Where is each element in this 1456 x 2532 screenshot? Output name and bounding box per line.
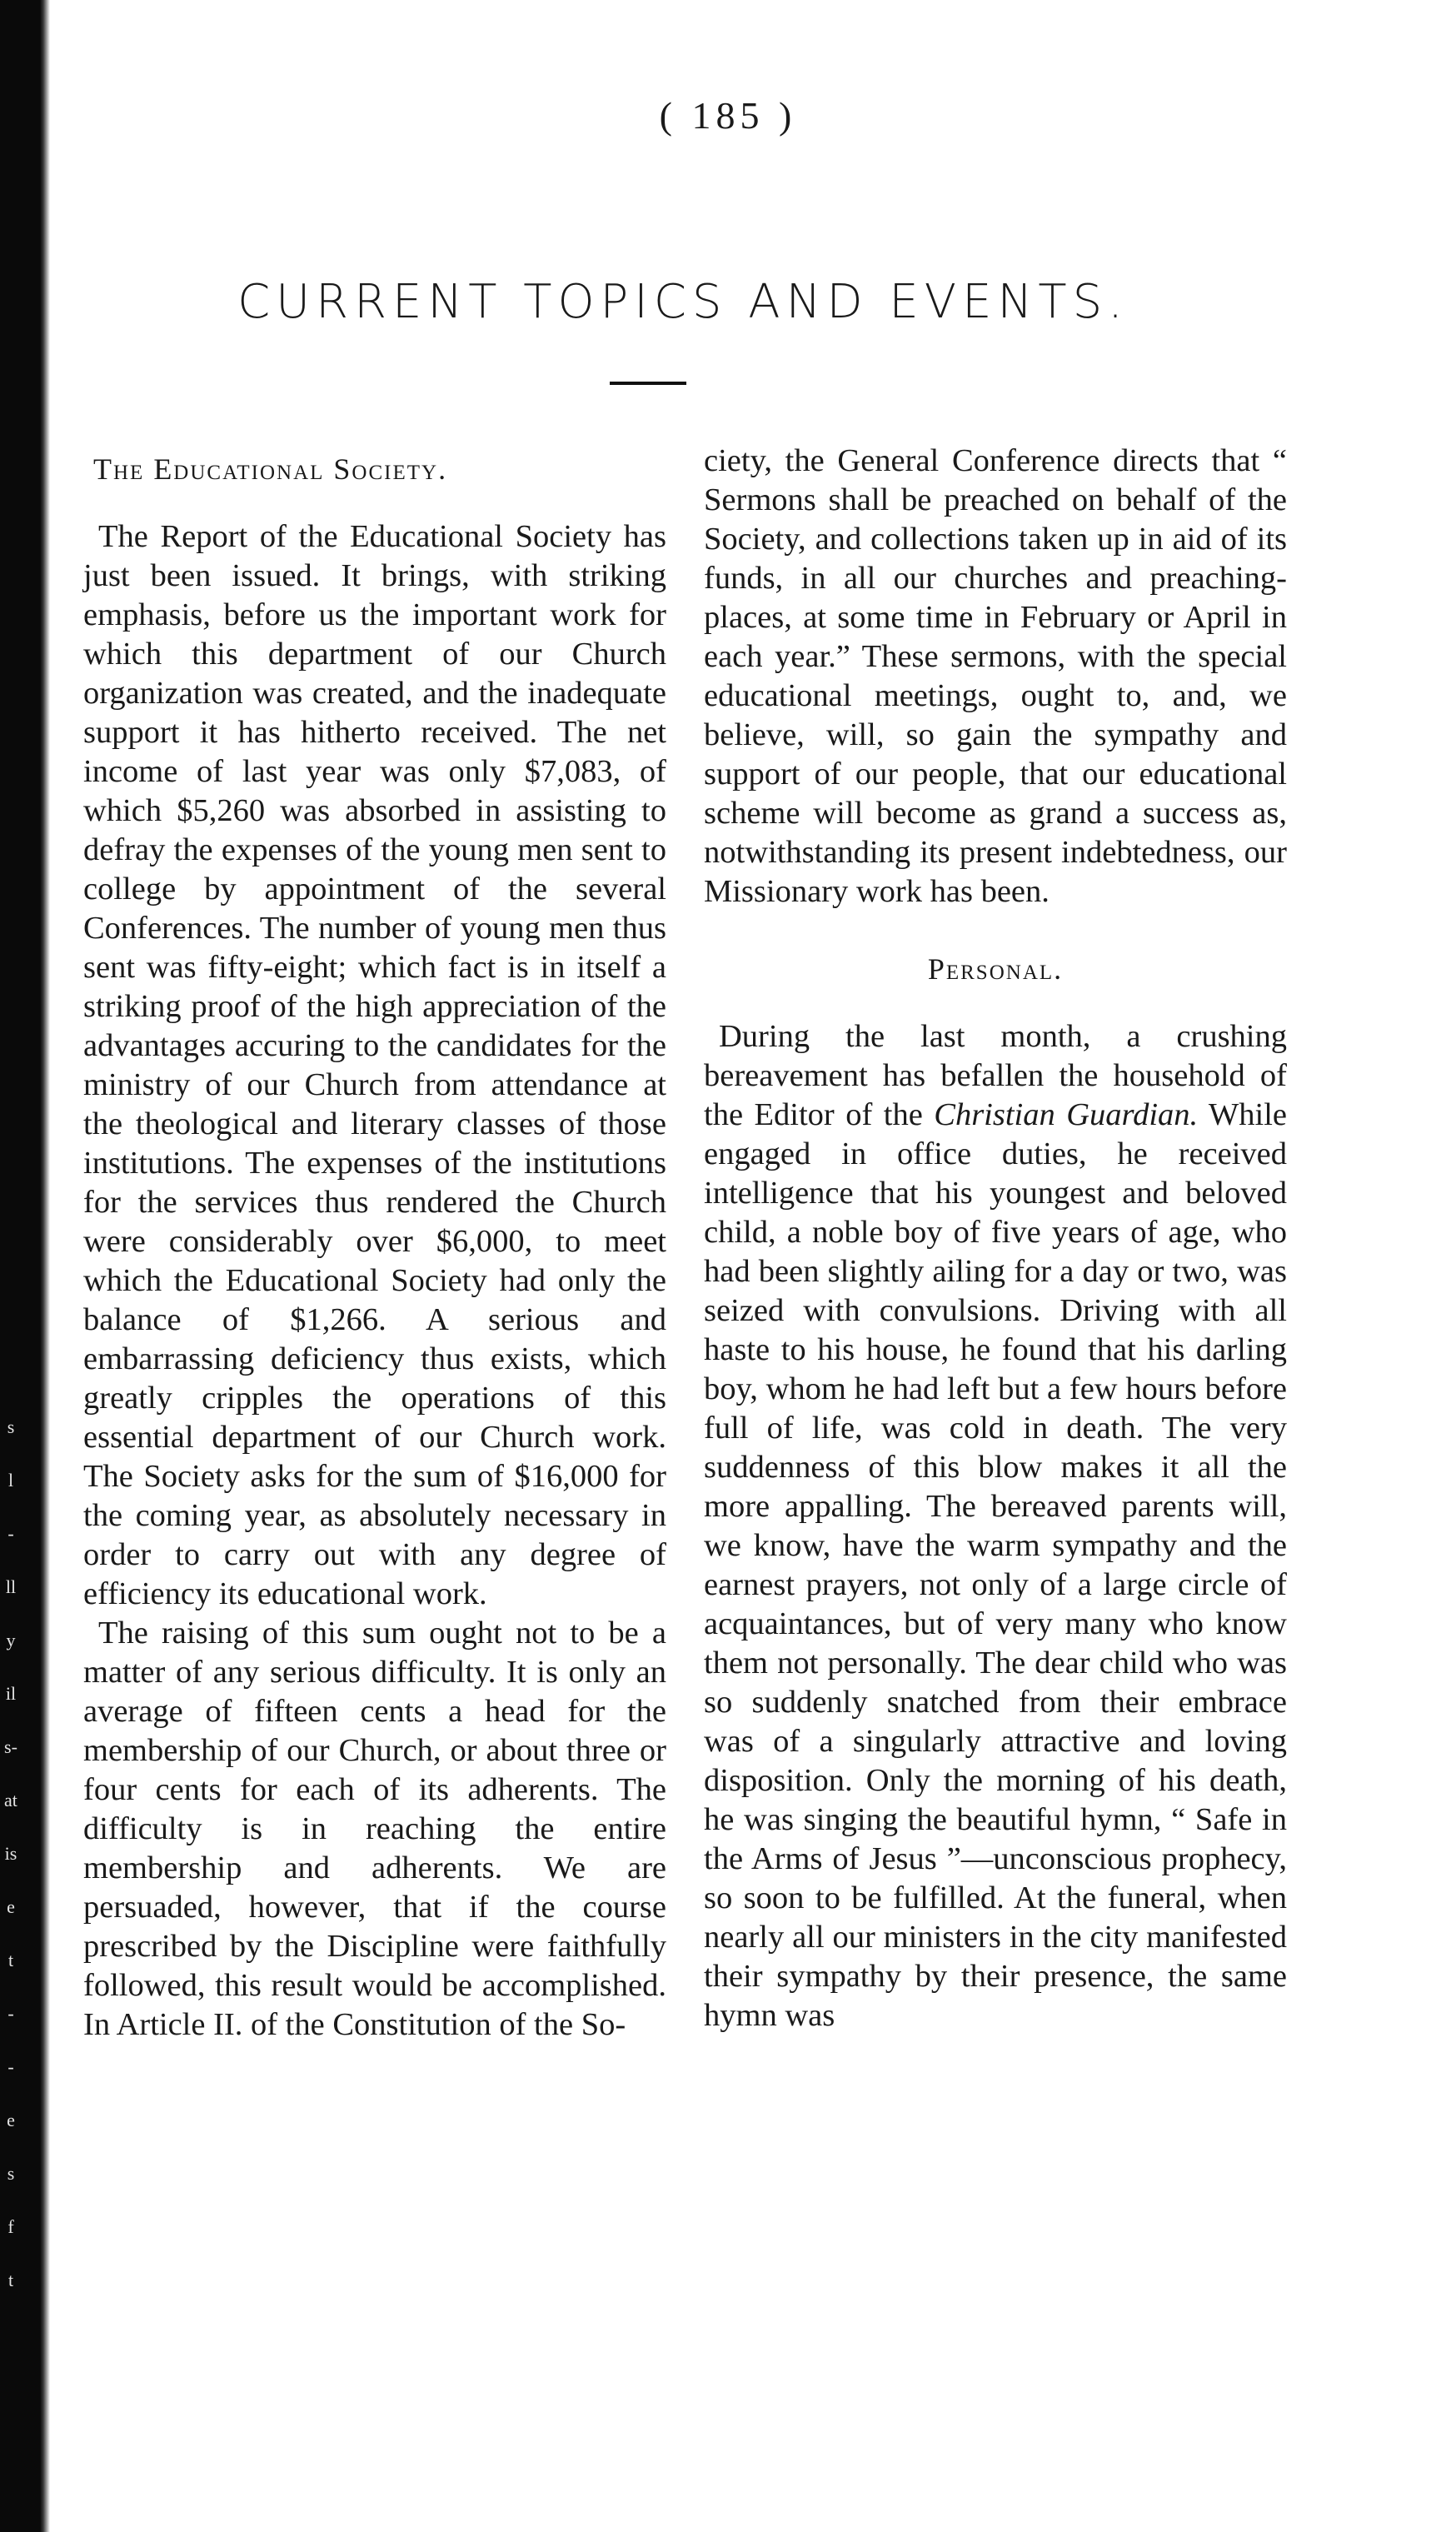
paragraph-continued: ciety, the General Conference directs that “ Sermons shall be preached on behalf of the Society, and collections taken up in aid of its funds, in all our churches and preaching-places, at some time in February or April in each year.” These sermons, with the special educational meetings, ought to, and, we believe, will, so gain the sympathy and support of our people, that our educational scheme will become as grand a success as, notwithstanding its present indebtedness, our Missionary work has been.	[704, 443, 1287, 909]
margin-fragment: ll	[5, 1576, 17, 1597]
right-column	[704, 442, 1287, 2035]
margin-fragment: il	[5, 1683, 17, 1704]
margin-fragment: s	[7, 2163, 15, 2184]
paragraph: The Report of the Educational Society has just been issued. It brings, with striking emphasis, before us the important work for which this department of our Church organization was created, and the inadequate support it has hitherto received. The net income of last year was only $7,083, of which $5,260 was absorbed in assisting to defray the expenses of the young men sent to college by appointment of the several Conferences. The number of young men thus sent was fifty-eight; which fact is in itself a striking proof of the high appreciation of the advantages accuring to the candidates for the ministry of our Church from attendance at the theological and literary classes of those institutions. The expenses of the institutions for the services thus rendered the Church were considerably over $6,000, to meet which the Educational Society had only the balance of $1,266. A serious and embarrassing deficiency thus exists, which greatly cripples the operations of this essential department of our Church work. The Society asks for the sum of $16,000 for the coming year, as absolutely necessary in order to carry out with any degree of efficiency its educational work.	[83, 519, 666, 1611]
paragraph-personal	[704, 1017, 1287, 2035]
margin-fragment: l	[7, 1470, 14, 1491]
page-number: ( 185 )	[659, 94, 797, 137]
paragraph: The raising of this sum ought not to be a matter of any serious difficulty. It is only an average of fifteen cents a head for the membership of our Church, or about three or four cents for each of its adherents. The difficulty is in reaching the entire membership and adherents. We are persuaded, however, that if the course prescribed by the Discipline were faithfully followed, this result would be accomplished. In Article II. of the Constitution of the So-	[83, 1616, 666, 2042]
margin-fragment: e	[7, 1896, 15, 1917]
margin-fragment: y	[6, 1630, 16, 1651]
paragraph-text: During the last month, a crushing bereavement has befallen the household of the Editor of the	[704, 1019, 1287, 1132]
margin-fragment: -	[7, 1523, 14, 1544]
section-heading-educational-society: The Educational Society.	[93, 452, 448, 486]
margin-fragment: is	[4, 1843, 17, 1864]
margin-fragment: e	[7, 2110, 15, 2130]
margin-fragment: t	[7, 2270, 14, 2290]
page-title: CURRENT TOPICS AND EVENTS.	[237, 275, 1129, 329]
title-rule	[610, 382, 686, 385]
margin-fragment: at	[4, 1790, 17, 1810]
margin-fragments	[0, 1416, 22, 2291]
paragraph-text: While engaged in office duties, he received intelligence that his youngest and beloved child, a noble boy of five years of age, who had been slightly ailing for a day or two, was seized with convulsions. Driving with all haste to his house, he found that his darling boy, whom he had left but a few hours before full of life, was cold in death. The very suddenness of this blow makes it all the more appalling. The bereaved parents will, we know, have the warm sympathy and the earnest prayers, not only of a large circle of acquaintances, but of very many who know them not personally. The dear child who was so suddenly snatched from their embrace was of a singularly attractive and loving disposition. Only the morning of his death, he was singing the beautiful hymn, “ Safe in the Arms of Jesus ”—unconscious prophecy, so soon to be fulfilled. At the funeral, when nearly all our ministers in the city manifested their sympathy by their presence, the same hymn was	[704, 1097, 1288, 2033]
margin-fragment: -	[7, 2003, 14, 2024]
left-column	[83, 442, 666, 2045]
publication-title: Christian Guardian.	[934, 1097, 1199, 1132]
margin-fragment: t	[7, 1950, 14, 1970]
margin-fragment: s	[7, 1416, 15, 1437]
margin-fragment: s-	[4, 1736, 17, 1757]
margin-fragment: -	[7, 2056, 14, 2077]
margin-fragment: f	[7, 2216, 14, 2237]
section-heading-personal: Personal.	[927, 952, 1064, 986]
